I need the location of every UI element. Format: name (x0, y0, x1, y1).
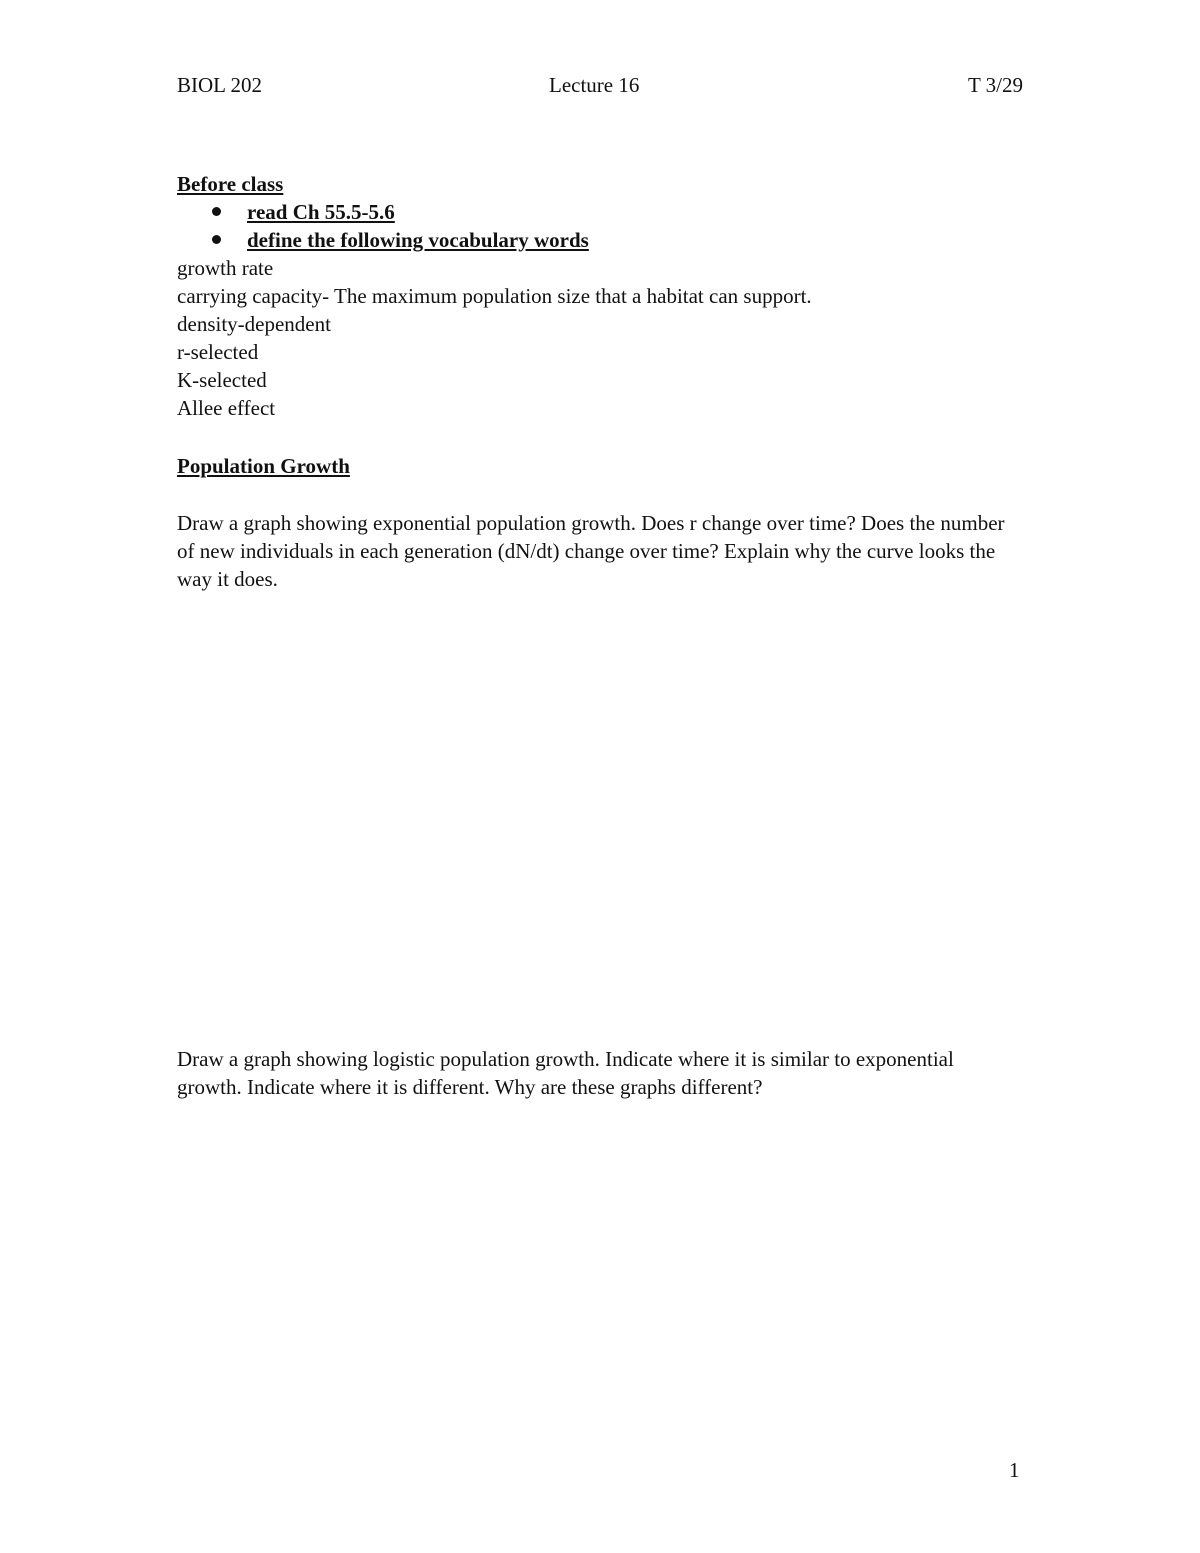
vocabulary-list (177, 254, 1023, 422)
task-text: read Ch 55.5-5.6 (247, 200, 395, 224)
population-growth-section (177, 452, 1023, 480)
exponential-prompt-section (177, 509, 1023, 593)
before-class-section (177, 170, 1023, 422)
bullet-icon (212, 207, 221, 216)
task-text: define the following vocabulary words (247, 228, 589, 252)
vocab-item: growth rate (177, 256, 274, 280)
vocab-item: density-dependent (177, 312, 331, 336)
vocab-item: K-selected (177, 368, 267, 392)
population-growth-heading: Population Growth (177, 454, 350, 478)
task-list (177, 198, 1023, 254)
vocab-item: r-selected (177, 340, 259, 364)
logistic-prompt-section (177, 1045, 1023, 1101)
task-item (177, 198, 1023, 226)
logistic-growth-prompt: Draw a graph showing logistic population growth. Indicate where it is similar to exponential growth. Indicate where it is different. Why are these graphs different? (177, 1047, 954, 1099)
bullet-icon (212, 235, 221, 244)
task-item (177, 226, 1023, 254)
vocab-item: carrying capacity- The maximum population size that a habitat can support. (177, 284, 812, 308)
lecture-date: T 3/29 (967, 73, 1023, 97)
before-class-heading: Before class (177, 172, 284, 196)
page-number: 1 (1009, 1458, 1020, 1482)
vocab-item: Allee effect (177, 396, 276, 420)
exponential-growth-prompt: Draw a graph showing exponential population growth. Does r change over time? Does the number of new individuals in each generation (dN/dt) change over time? Explain why the curve looks the way it does. (177, 511, 1005, 591)
course-code: BIOL 202 (177, 73, 262, 97)
lecture-title: Lecture 16 (549, 73, 640, 97)
page-header (177, 71, 1023, 99)
